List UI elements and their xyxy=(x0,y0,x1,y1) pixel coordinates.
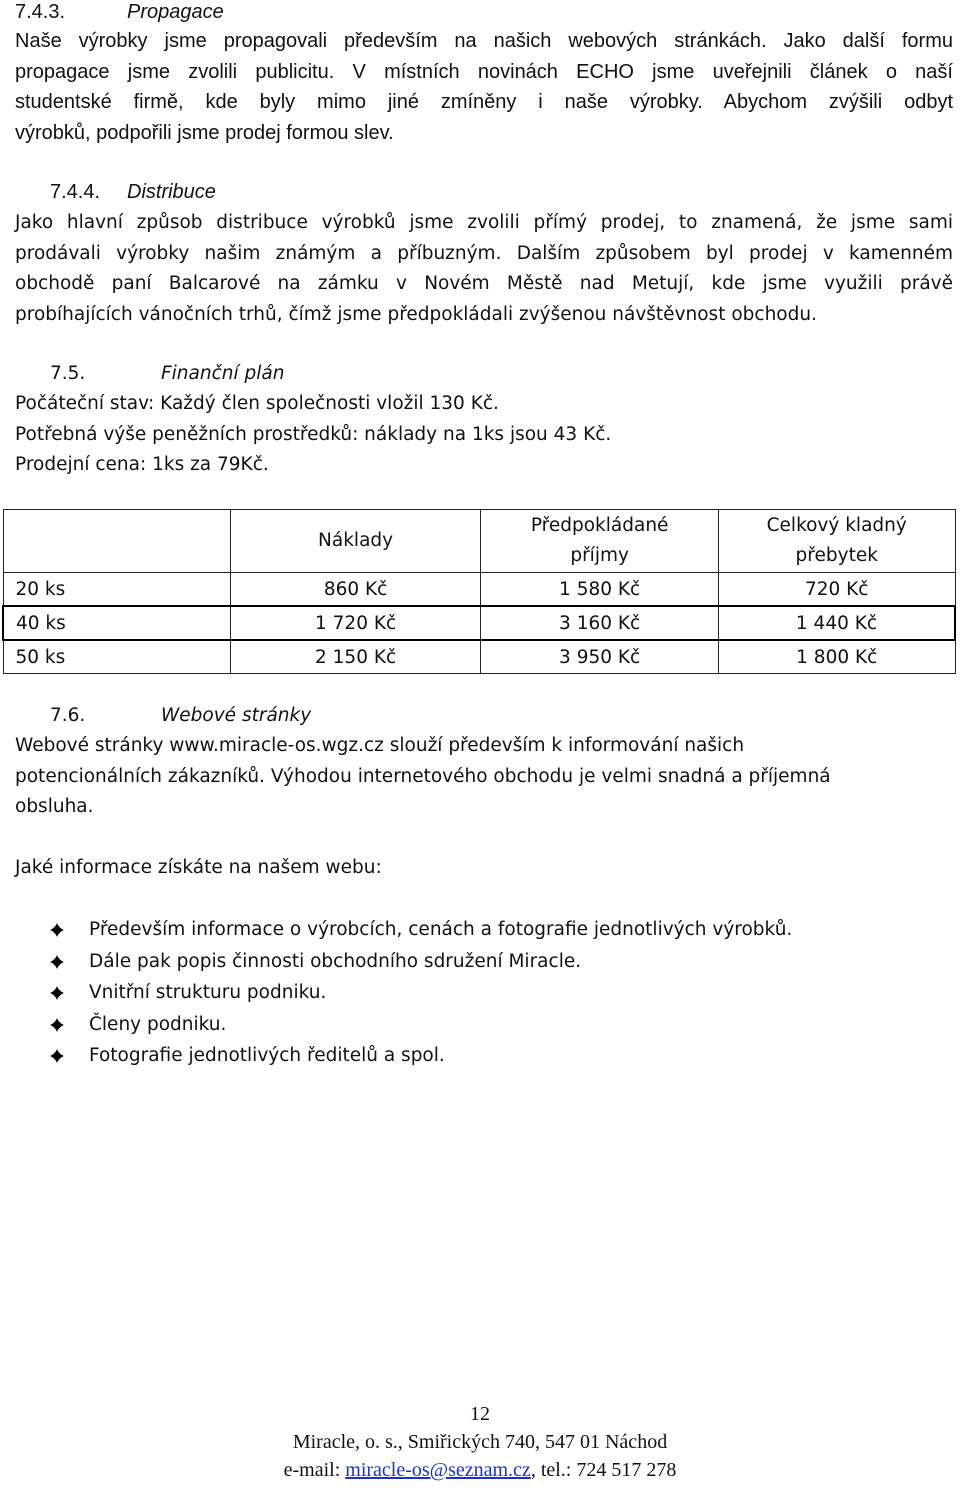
section-heading-propagace xyxy=(15,0,953,27)
paragraph-line: Potřebná výše peněžních prostředků: náklady na 1ks jsou 43 Kč. xyxy=(15,423,612,445)
paragraph-distribuce xyxy=(15,208,953,330)
table-header-row xyxy=(3,510,955,573)
diamond-bullet-icon xyxy=(50,986,64,1000)
table-header-cell: Náklady xyxy=(230,510,480,573)
section-title: Propagace xyxy=(127,1,224,23)
section-heading-financni-plan xyxy=(50,359,960,389)
paragraph-line: obsluha. xyxy=(15,796,94,817)
list-item-text: Především informace o výrobcích, cenách a fotografie jednotlivých výrobků. xyxy=(89,919,793,940)
list-item-text: Vnitřní strukturu podniku. xyxy=(89,982,327,1004)
table-cell: 1 800 Kč xyxy=(718,640,955,674)
section-number: 7.4.4. xyxy=(50,181,101,203)
paragraph-line: potencionálních zákazníků. Výhodou internetového obchodu je velmi snadná a příjemná xyxy=(15,765,831,787)
paragraph-line: propagace jsme zvolili publicitu. V místních novinách ECHO jsme uveřejnili článek o naší xyxy=(15,60,953,83)
diamond-bullet-icon xyxy=(50,1018,64,1032)
section-number: 7.5. xyxy=(50,363,86,384)
table-cell: 40 ks xyxy=(3,606,230,640)
table-row xyxy=(3,573,955,607)
financial-table xyxy=(2,509,956,674)
section-number: 7.6. xyxy=(50,705,86,726)
paragraph-line: výrobků, podpořili jsme prodej formou slev. xyxy=(15,121,394,144)
paragraph-line: Jako hlavní způsob distribuce výrobků jsme zvolili přímý prodej, to znamená, že jsme sami xyxy=(15,212,953,233)
paragraph-line: probíhajících vánočních trhů, čímž jsme předpokládali zvýšenou návštěvnost obchodu. xyxy=(15,303,817,325)
table-cell: 1 580 Kč xyxy=(481,573,719,607)
table-row xyxy=(3,640,955,674)
paragraph-webove-stranky xyxy=(15,731,953,823)
section-number: 7.4.3. xyxy=(15,1,66,23)
section-title: Finanční plán xyxy=(161,363,285,384)
list-item xyxy=(50,946,792,978)
list-item-text: Fotografie jednotlivých ředitelů a spol. xyxy=(89,1045,445,1067)
paragraph-line: Webové stránky www.miracle-os.wgz.cz slouží především k informování našich xyxy=(15,735,745,756)
table-header-cell: Celkový kladný přebytek xyxy=(718,510,955,573)
diamond-bullet-icon xyxy=(50,955,64,969)
web-info-question: Jaké informace získáte na našem webu: xyxy=(15,857,382,878)
section-title: Webové stránky xyxy=(161,705,312,726)
list-item-text: Členy podniku. xyxy=(89,1013,227,1035)
paragraph-line: Naše výrobky jsme propagovali především na našich webových stránkách. Jako další formu xyxy=(15,30,953,52)
paragraph-line: studentské firmě, kde byly mimo jiné zmíněny i naše výrobky. Abychom zvýšili odbyt xyxy=(15,91,953,113)
table-cell: 1 440 Kč xyxy=(718,606,955,640)
table-cell: 20 ks xyxy=(3,573,230,607)
list-item-text: Dále pak popis činnosti obchodního sdružení Miracle. xyxy=(89,950,582,972)
table-cell: 2 150 Kč xyxy=(230,640,480,674)
section-heading-distribuce xyxy=(50,177,960,207)
list-item xyxy=(50,914,792,946)
paragraph-line: Prodejní cena: 1ks za 79Kč. xyxy=(15,454,269,475)
table-header-cell: Předpokládané příjmy xyxy=(481,510,719,573)
diamond-bullet-icon xyxy=(50,923,64,937)
table-cell: 860 Kč xyxy=(230,573,480,607)
paragraph-financni-plan xyxy=(15,389,953,481)
page-number: 12 xyxy=(470,1403,490,1425)
table-row xyxy=(3,606,955,640)
paragraph-line: obchodě paní Balcarové na zámku v Novém Městě nad Metují, kde jsme využili právě xyxy=(15,273,953,294)
footer-phone: , tel.: 724 517 278 xyxy=(530,1459,677,1481)
paragraph-line: prodávali výrobky našim známým a příbuzným. Dalším způsobem byl prodej v kamenném xyxy=(15,242,953,264)
footer-email-link[interactable]: miracle-os@seznam.cz xyxy=(345,1459,531,1481)
table-cell: 50 ks xyxy=(3,640,230,674)
diamond-bullet-icon xyxy=(50,1049,64,1063)
footer-email-label: e-mail: xyxy=(283,1459,346,1481)
section-heading-webove-stranky xyxy=(50,701,960,731)
list-item xyxy=(50,1009,792,1041)
footer-contact xyxy=(0,1459,960,1482)
web-info-list xyxy=(50,914,792,1072)
paragraph-line: Počáteční stav: Každý člen společnosti vložil 130 Kč. xyxy=(15,393,499,414)
paragraph-propagace xyxy=(15,26,953,148)
table-header-cell xyxy=(3,510,230,573)
table-cell: 3 950 Kč xyxy=(481,640,719,674)
table-cell: 720 Kč xyxy=(718,573,955,607)
table-cell: 1 720 Kč xyxy=(230,606,480,640)
list-item xyxy=(50,1040,792,1072)
footer-address: Miracle, o. s., Smiřických 740, 547 01 Náchod xyxy=(292,1431,668,1453)
list-item xyxy=(50,977,792,1009)
table-cell: 3 160 Kč xyxy=(481,606,719,640)
section-title: Distribuce xyxy=(127,181,216,203)
